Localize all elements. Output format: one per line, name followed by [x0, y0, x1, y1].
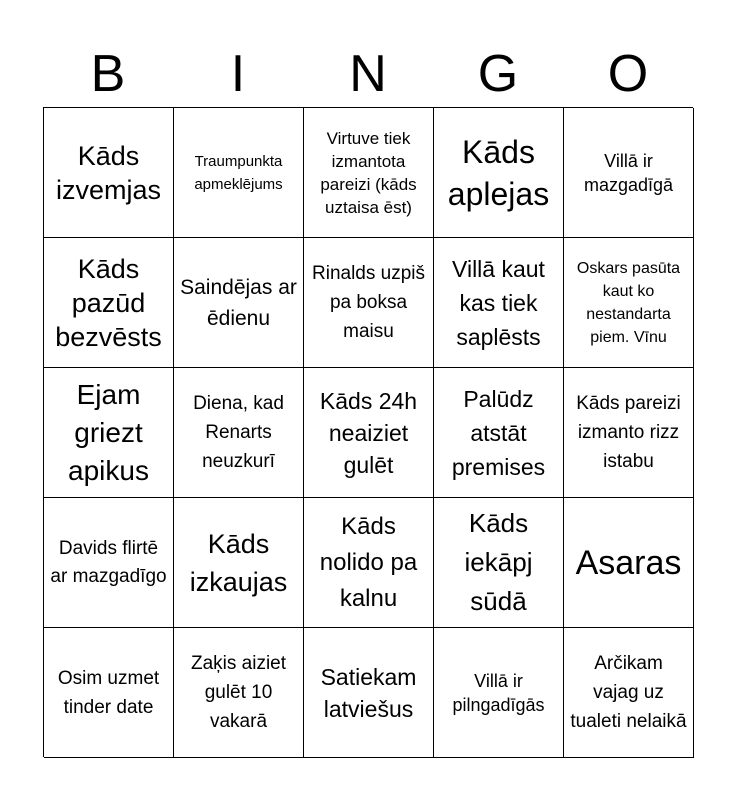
bingo-cell-text: Kāds pareizi izmanto rizz istabu: [576, 393, 681, 472]
bingo-cell[interactable]: [44, 498, 174, 628]
bingo-cell[interactable]: [304, 108, 434, 238]
bingo-cell[interactable]: [564, 108, 694, 238]
bingo-cell[interactable]: [174, 108, 304, 238]
bingo-cell-text: Asaras: [575, 543, 682, 582]
bingo-cell-text: Villā ir mazgadīgā: [583, 150, 674, 195]
bingo-cell-text: Ejam griezt apikus: [68, 378, 149, 486]
bingo-cell-text: Oskars pasūta kaut ko nestandarta piem. Vīnu: [576, 259, 681, 346]
bingo-cell-text: Kāds izkaujas: [189, 528, 288, 597]
bingo-board: [43, 107, 693, 757]
bingo-cell-text: Zaķis aiziet gulēt 10 vakarā: [190, 653, 287, 732]
bingo-cell[interactable]: [564, 628, 694, 758]
bingo-cell[interactable]: [564, 238, 694, 368]
bingo-cell-text: Arčikam vajag uz tualeti nelaikā: [570, 653, 687, 732]
bingo-cell-text: Rinalds uzpiš pa boksa maisu: [312, 263, 425, 342]
bingo-cell-text: Kāds nolido pa kalnu: [319, 512, 418, 612]
bingo-cell-text: Saindējas ar ēdienu: [180, 275, 297, 330]
bingo-cell-text: Kāds 24h neaiziet gulēt: [319, 387, 418, 478]
bingo-cell[interactable]: [434, 628, 564, 758]
bingo-cell[interactable]: [434, 108, 564, 238]
bingo-cell[interactable]: [564, 498, 694, 628]
bingo-header: [43, 40, 693, 108]
bingo-cell-text: Kāds aplejas: [447, 133, 550, 212]
bingo-cell[interactable]: [304, 238, 434, 368]
bingo-cell-text: Villā ir pilngadīgās: [452, 670, 545, 715]
bingo-cell[interactable]: [434, 238, 564, 368]
header-letter-i: I: [230, 45, 246, 103]
bingo-cell[interactable]: [44, 238, 174, 368]
bingo-cell[interactable]: [304, 368, 434, 498]
bingo-cell-text: Kāds iekāpj sūdā: [464, 508, 533, 616]
bingo-cell-text: Kāds izvemjas: [55, 140, 162, 205]
bingo-cell-text: Davids flirtē ar mazgadīgo: [50, 537, 167, 587]
header-letter-b: B: [90, 45, 126, 103]
bingo-cell[interactable]: [44, 368, 174, 498]
bingo-cell[interactable]: [44, 108, 174, 238]
bingo-cell[interactable]: [304, 628, 434, 758]
bingo-cell-text: Kāds pazūd bezvēsts: [55, 253, 162, 352]
bingo-cell-text: Palūdz atstāt premises: [451, 385, 546, 480]
header-letter-n: N: [349, 45, 387, 103]
bingo-cell[interactable]: [174, 628, 304, 758]
bingo-cell[interactable]: [44, 628, 174, 758]
bingo-cell[interactable]: [174, 498, 304, 628]
bingo-cell-text: Diena, kad Renarts neuzkurī: [193, 393, 284, 472]
bingo-cell[interactable]: [174, 238, 304, 368]
bingo-cell-text: Satiekam latviešus: [320, 663, 417, 722]
bingo-cell[interactable]: [564, 368, 694, 498]
bingo-cell[interactable]: [174, 368, 304, 498]
header-letter-o: O: [607, 45, 649, 103]
bingo-cell-text: Villā kaut kas tiek saplēsts: [452, 255, 545, 350]
bingo-cell[interactable]: [304, 498, 434, 628]
bingo-cell-text: Virtuve tiek izmantota pareizi (kāds uztaisa ēst): [320, 128, 417, 217]
header-letter-g: G: [477, 45, 519, 103]
bingo-cell-text: Traumpunkta apmeklējums: [194, 152, 283, 193]
bingo-cell[interactable]: [434, 368, 564, 498]
bingo-cell-text: Osim uzmet tinder date: [57, 667, 160, 718]
bingo-cell[interactable]: [434, 498, 564, 628]
